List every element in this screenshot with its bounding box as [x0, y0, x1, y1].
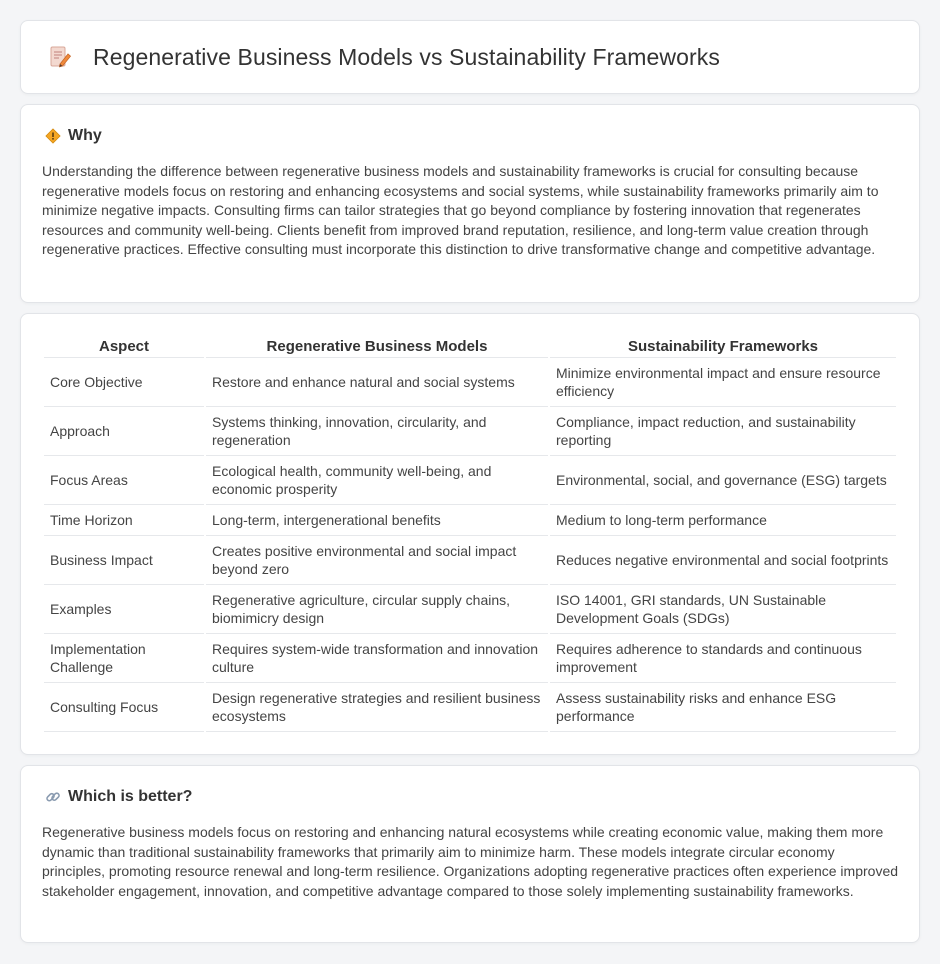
sustainability-cell: Minimize environmental impact and ensure resource efficiency	[550, 358, 896, 407]
sustainability-cell: Environmental, social, and governance (ESG) targets	[550, 456, 896, 505]
table-row	[44, 358, 896, 407]
why-paragraph: Understanding the difference between regenerative business models and sustainability frameworks is crucial for consulting because regenerative models focus on restoring and enhancing ecosystems and social systems, while sustainability frameworks primarily aim to minimize negative impacts. Consulting firms can tailor strategies that go beyond compliance by fostering innovation that regenerates resources and community well-being. Clients benefit from improved brand reputation, resilience, and long-term value creation through regenerative practices. Effective consulting must incorporate this distinction to drive transformative change and competitive advantage.	[42, 163, 879, 257]
diamond-sign-icon	[44, 127, 62, 145]
aspect-cell: Core Objective	[44, 358, 204, 407]
regenerative-cell: Requires system-wide transformation and innovation culture	[206, 634, 548, 683]
regenerative-cell: Long-term, intergenerational benefits	[206, 505, 548, 536]
regenerative-cell: Regenerative agriculture, circular supply chains, biomimicry design	[206, 585, 548, 634]
sustainability-cell: ISO 14001, GRI standards, UN Sustainable Development Goals (SDGs)	[550, 585, 896, 634]
better-heading	[42, 788, 898, 806]
regenerative-cell: Design regenerative strategies and resilient business ecosystems	[206, 683, 548, 732]
sustainability-cell: Requires adherence to standards and continuous improvement	[550, 634, 896, 683]
table-header-row	[44, 334, 896, 358]
aspect-cell: Implementation Challenge	[44, 634, 204, 683]
aspect-cell: Consulting Focus	[44, 683, 204, 732]
regenerative-cell: Ecological health, community well-being, and economic prosperity	[206, 456, 548, 505]
aspect-cell: Time Horizon	[44, 505, 204, 536]
better-heading-label: Which is better?	[68, 788, 193, 805]
why-heading	[42, 127, 898, 145]
table-row	[44, 456, 896, 505]
aspect-cell: Focus Areas	[44, 456, 204, 505]
table-row	[44, 683, 896, 732]
sustainability-cell: Compliance, impact reduction, and sustainability reporting	[550, 407, 896, 456]
header-sustainability: Sustainability Frameworks	[550, 334, 896, 358]
aspect-cell: Approach	[44, 407, 204, 456]
comparison-table-card	[20, 313, 920, 755]
sustainability-cell: Reduces negative environmental and social footprints	[550, 536, 896, 585]
better-paragraph: Regenerative business models focus on restoring and enhancing natural ecosystems while creating economic value, making them more dynamic than traditional sustainability frameworks that primarily aim to minimize harm. These models integrate circular economy principles, promoting resource renewal and long-term resilience. Organizations adopting regenerative practices often experience improved stakeholder engagement, innovation, and competitive advantage compared to those solely implementing sustainability frameworks.	[42, 824, 899, 899]
why-heading-label: Why	[68, 127, 102, 144]
sustainability-cell: Assess sustainability risks and enhance ESG performance	[550, 683, 896, 732]
aspect-cell: Business Impact	[44, 536, 204, 585]
which-is-better-section	[20, 765, 920, 943]
aspect-cell: Examples	[44, 585, 204, 634]
sustainability-cell: Medium to long-term performance	[550, 505, 896, 536]
link-icon	[44, 788, 62, 806]
table-row	[44, 536, 896, 585]
regenerative-cell: Systems thinking, innovation, circularity, and regeneration	[206, 407, 548, 456]
why-section	[20, 104, 920, 303]
table-row	[44, 585, 896, 634]
table-row	[44, 505, 896, 536]
header-card	[20, 20, 920, 94]
table-row	[44, 634, 896, 683]
comparison-table	[42, 334, 898, 732]
regenerative-cell: Restore and enhance natural and social systems	[206, 358, 548, 407]
header-regenerative: Regenerative Business Models	[206, 334, 548, 358]
page-title: Regenerative Business Models vs Sustainability Frameworks	[93, 43, 720, 70]
table-row	[44, 407, 896, 456]
regenerative-cell: Creates positive environmental and social impact beyond zero	[206, 536, 548, 585]
header-aspect: Aspect	[44, 334, 204, 358]
document-pencil-icon	[47, 44, 73, 70]
